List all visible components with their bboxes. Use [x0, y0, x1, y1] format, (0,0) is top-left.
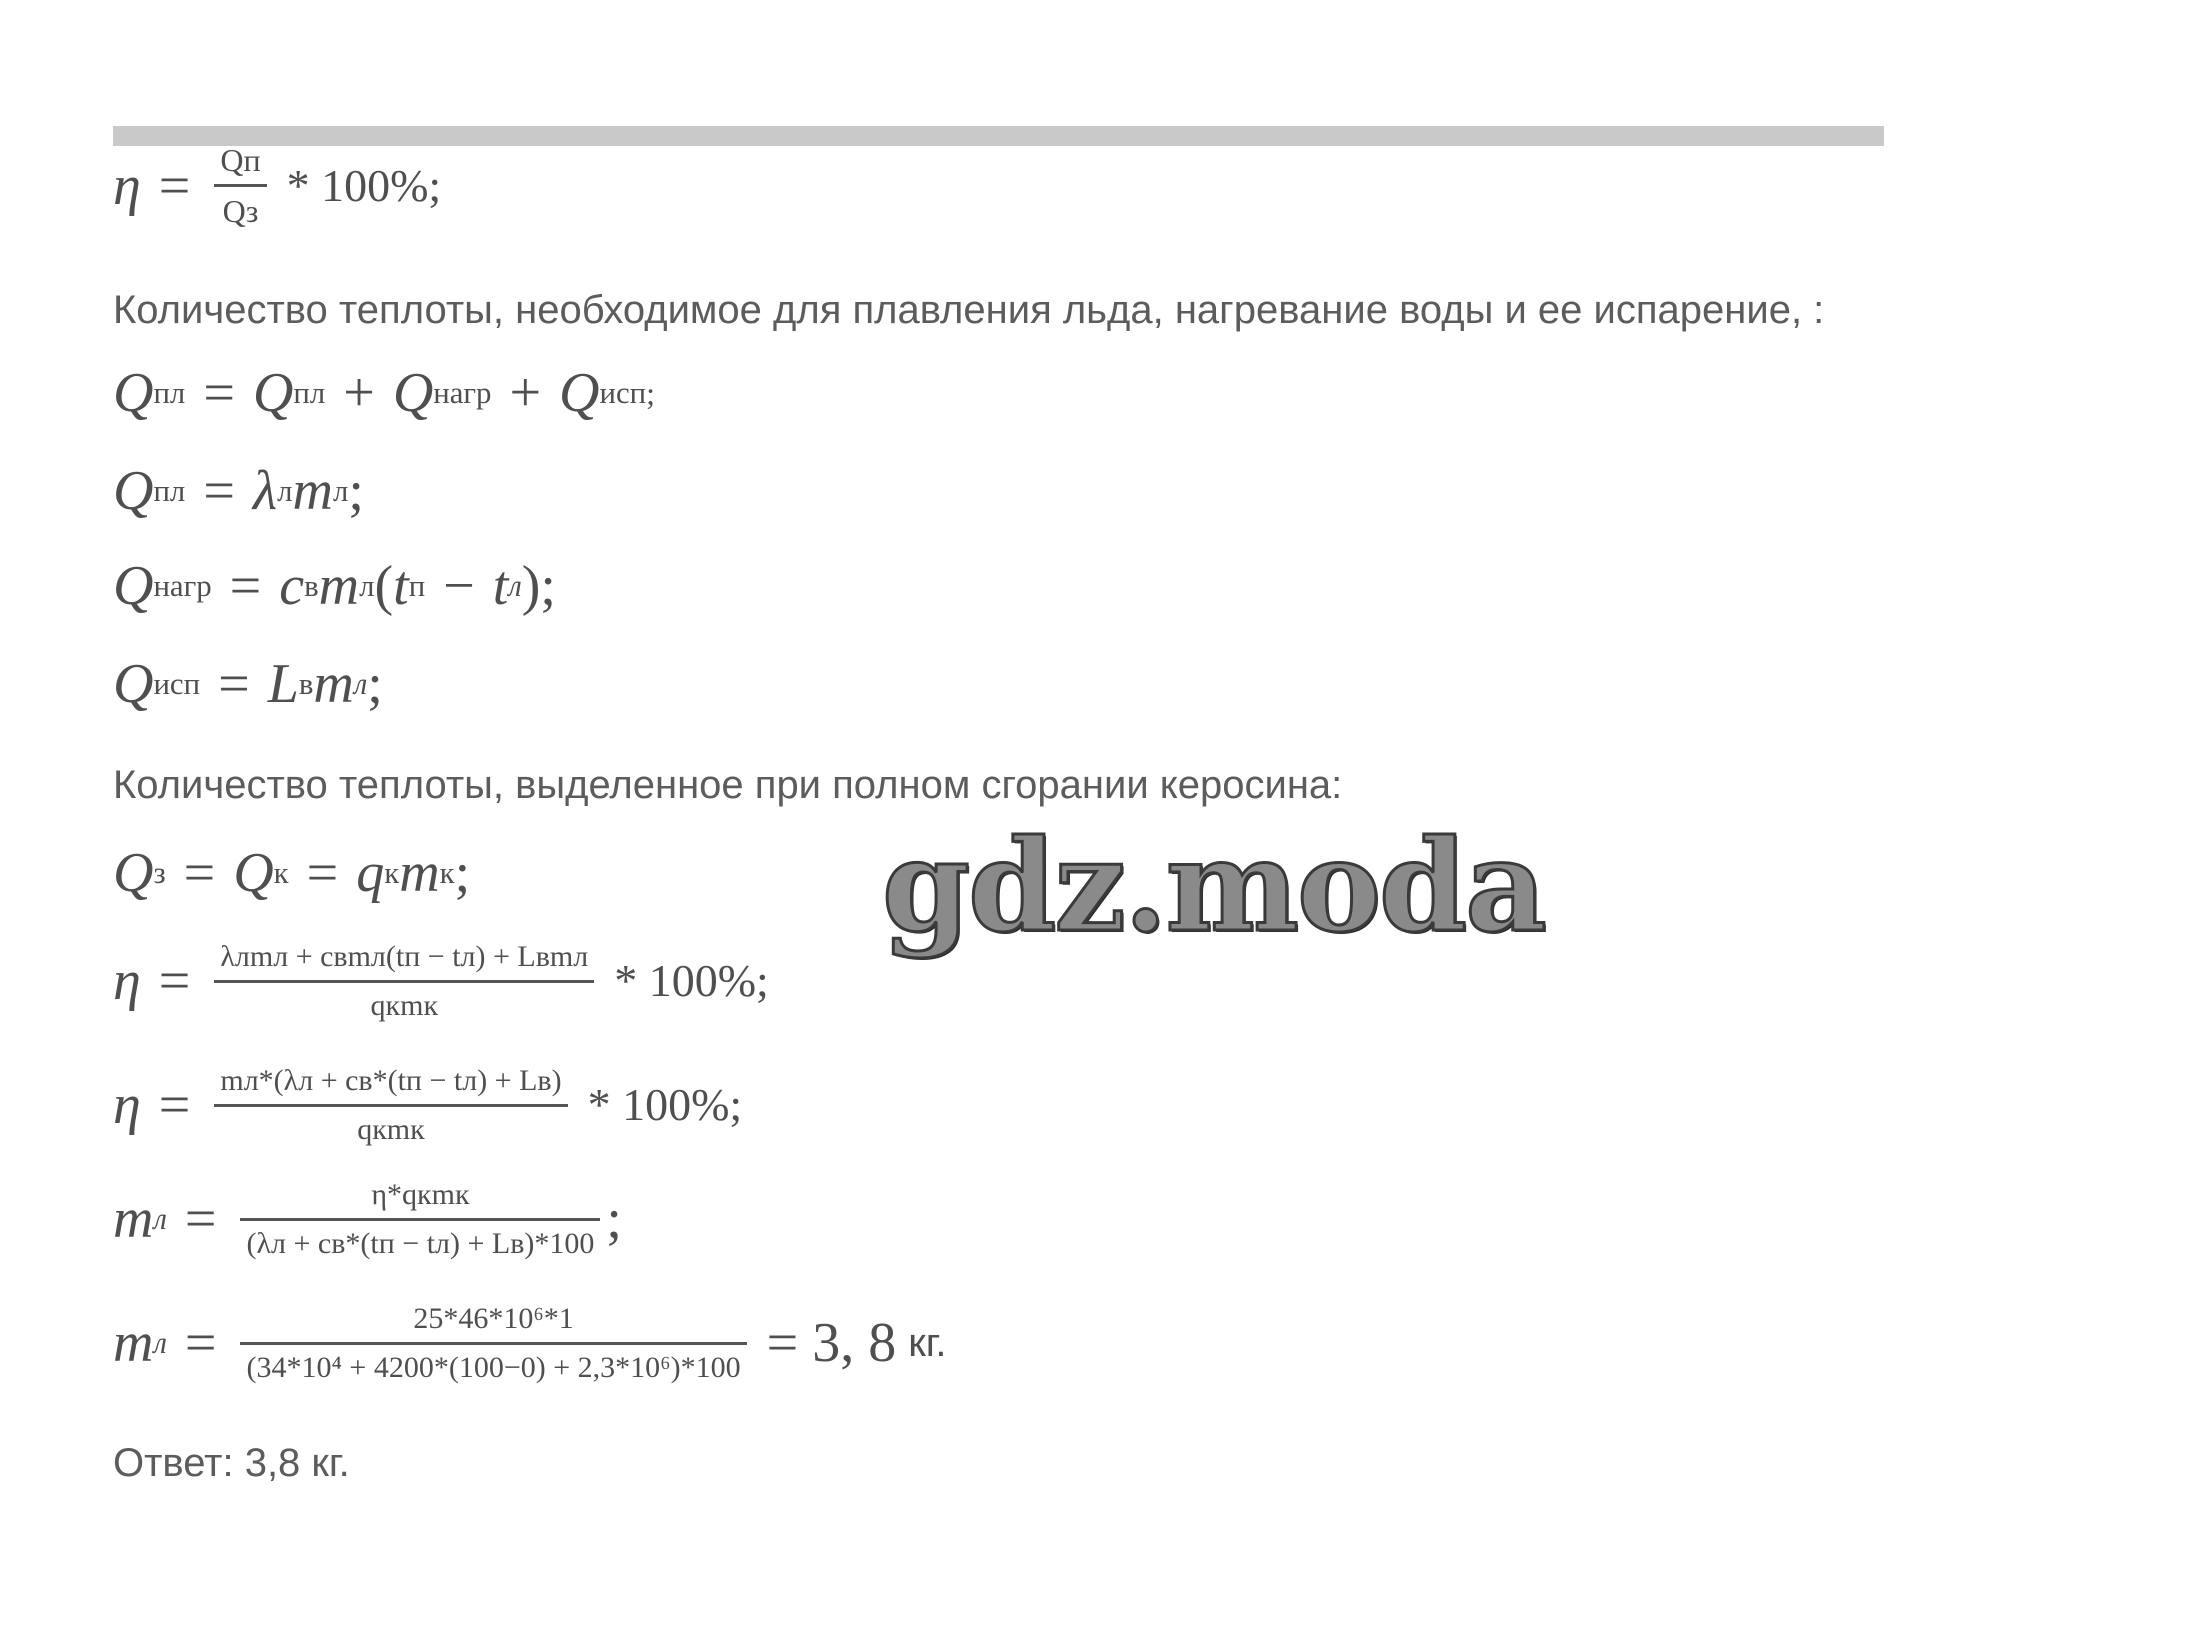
formula-efficiency-factored: η = $\frac{mл*(\lambda л + cв*(tп - tл) + Lв)}{\text{qкmк}}$ * 100%;	[113, 1062, 742, 1148]
formula-efficiency-expanded: η = $\frac{\text{λлmл + cвmл(tп − tл) + Lвmл}}{\text{qкmк}}$ * 100%;	[113, 938, 769, 1024]
formula-melting: Q пл = λ л m л ;	[113, 460, 364, 522]
formula-ice-mass: m л = $\frac{\text{η*qкmк}}{(\lambda л + cв*(tп - tл) + Lв)*100}$ ;	[113, 1176, 622, 1262]
watermark: gdz.moda	[882, 812, 1545, 960]
formula-efficiency: η = $\frac{Qп}{Qз}$ * 100%;	[113, 142, 442, 229]
formula-ice-mass-numeric: m л = $\frac{\text{25*46*10⁶*1}}{\text{(34*10⁴ + 4200*(100−0) + 2,3*10⁶)*100}}$ = 3, 8 кг.	[113, 1300, 947, 1386]
fraction: $\frac{\text{25*46*10⁶*1}}{\text{(34*10⁴ + 4200*(100−0) + 2,3*10⁶)*100}}$	[240, 1300, 746, 1386]
paragraph-heat-released: Количество теплоты, выделенное при полном сгорании керосина:	[113, 763, 1343, 807]
fraction: $\frac{mл*(\lambda л + cв*(tп - tл) + Lв)}{\text{qкmк}}$	[214, 1062, 567, 1148]
formula-heating: Q нагр = c в m л ( t п − t л ) ;	[113, 555, 556, 617]
fraction: $\frac{\text{η*qкmк}}{(\lambda л + cв*(tп - tл) + Lв)*100}$	[240, 1176, 600, 1262]
fraction: $\frac{Qп}{Qз}$	[214, 140, 266, 231]
paragraph-heat-required: Количество теплоты, необходимое для плавления льда, нагревание воды и ее испарение, :	[113, 288, 1825, 332]
formula-heat-sum: Q пл = Q пл + Q нагр + Q исп ;	[113, 362, 656, 424]
answer-line: Ответ: 3,8 кг.	[113, 1441, 350, 1485]
fraction: $\frac{\text{λлmл + cвmл(tп − tл) + Lвmл}}{\text{qкmк}}$	[214, 938, 594, 1024]
formula-combustion: Q з = Q к = q к m к ;	[113, 842, 471, 904]
formula-evaporation: Q исп = L в m л ;	[113, 653, 383, 715]
